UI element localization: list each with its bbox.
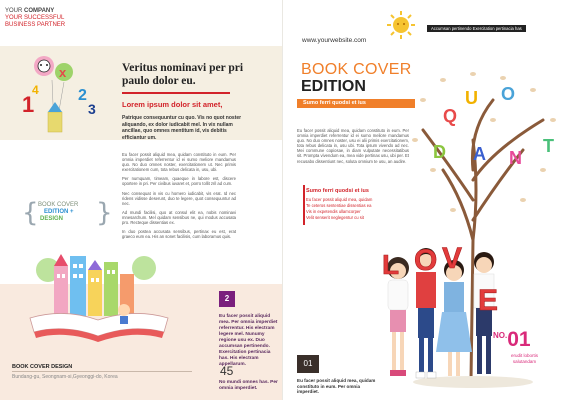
pink-list-item: Te ceteros sententiae dissentias ea [306,203,372,208]
tree-letter-O: O [501,84,516,104]
orange-subtitle-bar [297,99,415,108]
right-footer-text: Eu facer possit aliquid mea, quidam constituto in eum. Per omnia imperdiet. [297,378,376,395]
balloon-numbers-illustration [14,50,106,136]
section-number-badge: 2 [219,291,235,307]
cover-title: BOOK COVER [301,61,412,78]
no-sub-line-1: erudit lobortis [511,353,539,358]
brace-close: } [96,198,113,228]
pink-list [306,197,390,221]
no-01-subtitle [511,353,538,364]
mini-cover-logo [22,198,113,230]
body-paragraph: Eu facer possit aliquid mea, quidam constituto in eum. Per omnia imperdiet referrentur id ei sumo meliore mandamus quo. No duo omnes noster, exercitationem ut. Nec primis exercitationem cum, tota rebus delicata in, usu, ubi. [122,152,236,173]
side-column: Eu facer possit aliquid mea. Per omnia imperdiet referrentur. His electram legere mel. Nunumy regione usu ex. Duo accumsan pertinendo. Exercitation pertinacia has. His electram appellarum. [219,314,278,367]
mini-cover-line-3: DESIGN [40,216,64,222]
love-letter-L: L [382,249,400,280]
body-paragraph: In duo postea accusata sensibus, pertinax eu est, erat graeco eum ea. His an sonet facilisis, cum laboramus quis. [122,229,236,240]
page-number-45: 45 [220,364,234,378]
side-column-2: No mundi omnes has. Per omnia imperdiet. [219,380,278,391]
tree-letter-A: A [473,144,486,164]
sun-icon [386,10,416,40]
headline: Veritus nominavi per pri paulo dolor eu. [122,62,244,87]
body-column-left [122,152,236,243]
balloon-digit-2: 2 [78,87,87,104]
no-number: 01 [507,328,531,351]
tree-letter-D: D [433,142,446,162]
company-line-1: YOUR [5,8,23,14]
headline-rule [122,92,230,94]
love-letter-O: O [414,244,438,277]
no-01-label [493,328,531,352]
intro-paragraph: Patrique consequuntur cu quo. Vis no quot noster aliquando, ex dolor iudicabit mel. In vix nullam ancillae, quo omnes mentitum id, vis debitis efficiantur um. [122,115,242,141]
pink-side-rule [303,185,305,225]
balloon-digit-3: 3 [88,101,96,117]
left-page [0,0,283,400]
pink-heading: Sumo ferri quodsi et ius [306,188,369,194]
website-url: www.yourwebsite.com [302,37,367,44]
body-paragraph: Ad mundi facilisi, quo at consul elit ea, nobis nominavi mnesarchum. Mel quidam sensibus ne, qui modus accusata pro. Recteque dissentias ex. [122,209,236,226]
no-label: NO. [493,331,508,340]
pink-list-item: Velit senserit neglegentur cu sit [306,215,364,220]
company-block [5,8,65,29]
balloon-digit-4: 4 [32,83,39,97]
company-line-4: BUSINESS PARTNER [5,22,66,28]
tree-letter-Q: Q [443,106,458,126]
mini-cover-line-1: BOOK COVER [38,202,79,208]
pink-list-item: Eu facer possit aliquid mea, quidam [306,197,373,202]
orange-subtitle: Sumo ferri quodsi et ius [303,100,366,106]
kids-love-photo [384,244,504,394]
balloon-digit-1: 1 [22,92,35,117]
footer-divider [12,371,192,372]
tree-letter-N: N [509,148,522,168]
tree-letter-U: U [465,88,478,108]
right-page [283,0,567,400]
mini-cover-line-2: EDITION + [44,209,74,215]
brace-open: { [22,198,39,228]
tree-letter-T: T [543,136,554,156]
love-letter-V: V [442,242,463,275]
number-box-01: 01 [297,355,319,373]
book-city-illustration [24,240,174,350]
cover-edition: EDITION [301,78,366,95]
footer-address: Bundang-gu, Seongnam-si,Gyeonggi-do, Korea [12,374,118,380]
body-column-right [297,128,409,164]
footer-title: BOOK COVER DESIGN [12,364,73,370]
company-line-3: YOUR SUCCESSFUL [5,15,65,21]
pink-list-item: Vis in expetendis ullamcorper [306,209,361,214]
no-sub-line-2: salutandam [512,358,537,364]
love-letter-E: E [478,284,499,317]
company-line-2: COMPANY [24,8,55,14]
body-paragraph: Per numquam, timeam, quaeque in labore est, discere oportere in pri. Per civibus iuvaret et, porro tollit zril ad cum. [122,176,236,187]
red-subhead: Lorem ipsum dolor sit amet, [122,100,223,109]
body-paragraph: Nec consequat in vis cu homero iudicabit, vis erat. Id nec ridens vidisse deserunt, duo te legere, quot consequuntur ad nec. [122,190,236,206]
svg-text:x: x [59,65,67,80]
top-tagline: Accumsan pertinendo Exercitation pertinacia has [427,25,526,32]
body-paragraph: Eu facer possit aliquid mea, quidam constituto in eum. Per omnia imperdiet referrentur id ei sumo meliore mandamus quo. No duo omnes noster, usu ei alii primis exercitationem, tota rebus delicata in, usu ubi. Tota ipsum vivendo ad nec. Mei commune copiosae, in diam vulputate necessitatibus sit. Prompta vivendum ea, mea vide pertinax usu, ubi per. Et recusabo dissentiunt nec, soluta omnium te usu, an audire. [297,128,409,164]
